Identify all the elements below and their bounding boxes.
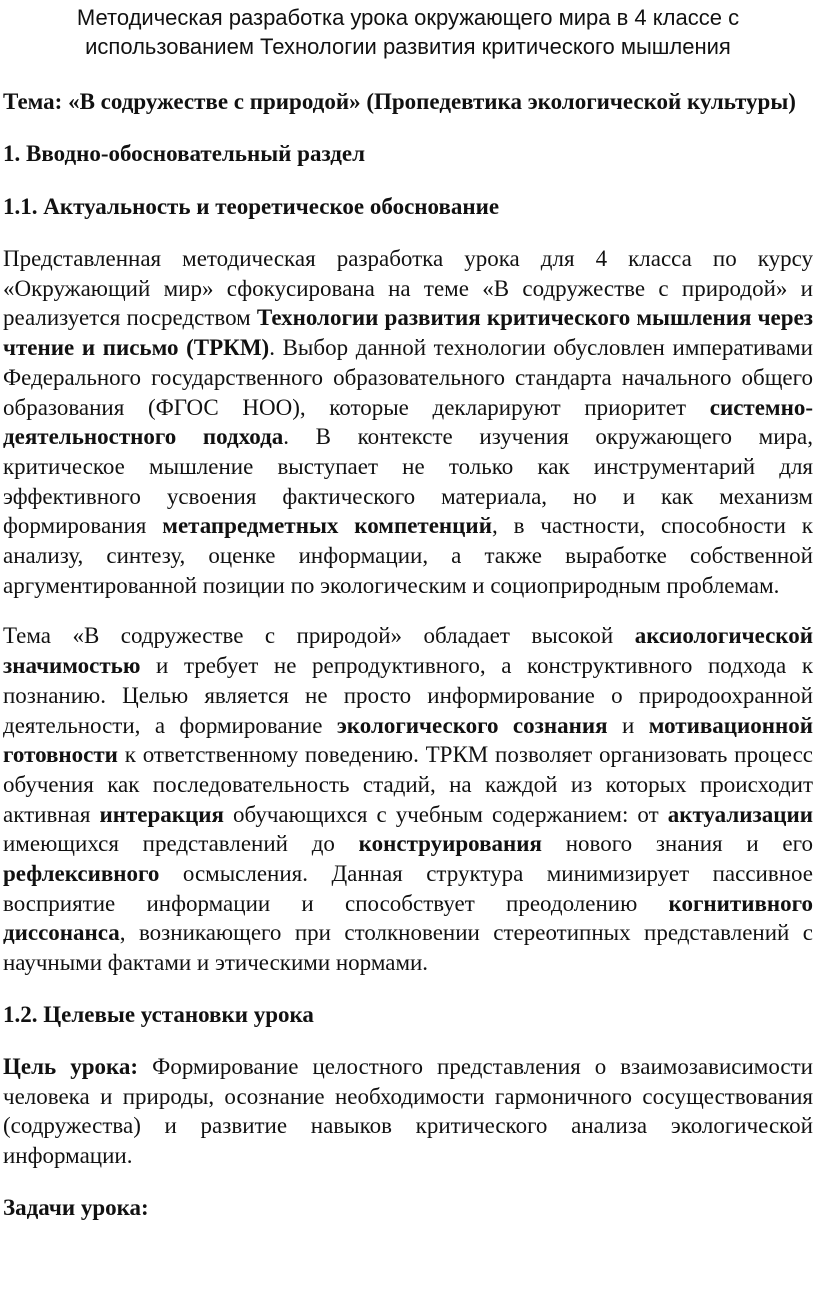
significance-text-5: обучающихся с учебным содержанием: от (223, 801, 668, 827)
lesson-topic: Тема: «В содружестве с природой» (Пропедевтика экологической культуры) (3, 89, 796, 114)
significance-text-3: и (607, 712, 649, 738)
relevance-text-1: Представленная методическая разработка урока для 4 класса по курсу «Окружающий мир» сфокусирована на теме «В содружестве с природой» и реализуется посредством (3, 246, 813, 331)
significance-bold-5: актуализации (667, 801, 813, 827)
relevance-text-4: , в частности, способности к анализу, синтезу, оценке информации, а также выработке собственной аргументированной позиции по экологическим и социоприродным проблемам. (3, 513, 813, 598)
relevance-bold-3: метапредметных компетенций (162, 513, 492, 539)
relevance-bold-1: Технологии развития критического мышления через чтение и письмо (ТРКМ) (3, 305, 813, 361)
lesson-tasks-heading: Задачи урока: (3, 1194, 149, 1220)
significance-bold-4: интеракция (99, 801, 224, 827)
document-title (3, 3, 813, 61)
topic-significance-paragraph (3, 621, 813, 977)
significance-text-8: осмысления. Данная структура минимизирует пассивное восприятие информации и способствует преодолению (3, 861, 813, 916)
significance-text-2: и требует не репродуктивного, а конструктивного подхода к познанию. Целью является не просто информирование о природоохранной деятельности, а формирование (3, 653, 813, 738)
significance-text-4: к ответственному поведению. ТРКМ позволяет организовать процесс обучения как последовательность стадий, на каждой из которых происходит активная (3, 742, 813, 827)
section-heading-1: 1. Вводно-обосновательный раздел (3, 141, 366, 166)
section-heading-1-2: 1.2. Целевые установки урока (3, 1001, 314, 1027)
section-heading-1-1: 1.1. Актуальность и теоретическое обоснование (3, 194, 500, 219)
significance-bold-7: рефлексивного (3, 861, 160, 887)
significance-text-9: , возникающего при столкновении стереотипных представлений с научными фактами и этическими нормами. (3, 920, 813, 976)
significance-bold-3: мотивационной готовности (3, 712, 814, 768)
significance-bold-2: экологического сознания (336, 712, 608, 738)
significance-text-1: Тема «В содружестве с природой» обладает высокой (3, 623, 635, 649)
lesson-goal-paragraph (3, 1052, 813, 1171)
relevance-paragraph (3, 244, 813, 600)
lesson-goal-text: Формирование целостного представления о взаимозависимости человека и природы, осознание необходимости гармоничного сосуществования (содружества) и развитие навыков критического анализа экологической информации. (3, 1053, 813, 1168)
relevance-bold-2: системно-деятельностного подхода (3, 394, 813, 450)
document-title-line-1: Методическая разработка урока окружающего мира в 4 классе с (76, 5, 740, 30)
significance-text-7: нового знания и его (541, 831, 813, 857)
lesson-goal-label: Цель урока: (3, 1053, 139, 1079)
significance-bold-8: когнитивного диссонанса (3, 890, 813, 946)
significance-bold-6: конструирования (358, 831, 542, 857)
significance-text-6: имеющихся представлений до (3, 831, 359, 857)
document-title-line-2: использованием Технологии развития критического мышления (85, 34, 731, 59)
significance-bold-1: аксиологической значимостью (3, 623, 813, 679)
relevance-text-3: . В контексте изучения окружающего мира, критическое мышление выступает не только как инструментарий для эффективного усвоения фактического материала, но и как механизм формирования (3, 424, 814, 539)
relevance-text-2: . Выбор данной технологии обусловлен императивами Федерального государственного образовательного стандарта начального общего образования (ФГОС НОО), которые декларируют приоритет (3, 335, 813, 420)
